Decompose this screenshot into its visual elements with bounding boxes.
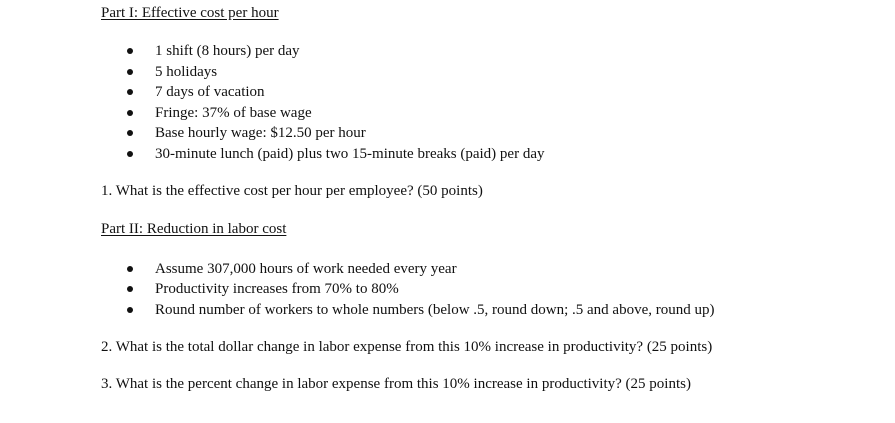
bullet-icon (127, 266, 133, 272)
question-1: 1. What is the effective cost per hour per employee? (50 points) (101, 183, 483, 199)
bullet-icon (127, 151, 133, 157)
part1-bullet-item: 1 shift (8 hours) per day (155, 43, 300, 59)
part1-heading: Part I: Effective cost per hour (101, 5, 279, 21)
part1-bullet-item: Fringe: 37% of base wage (155, 105, 312, 121)
part2-heading: Part II: Reduction in labor cost (101, 221, 287, 237)
bullet-icon (127, 130, 133, 136)
part1-bullet-item: 30-minute lunch (paid) plus two 15-minute breaks (paid) per day (155, 146, 545, 162)
part1-bullet-item: Base hourly wage: $12.50 per hour (155, 125, 366, 141)
part2-bullet-item: Round number of workers to whole numbers (below .5, round down; .5 and above, round up) (155, 302, 715, 318)
bullet-icon (127, 69, 133, 75)
bullet-icon (127, 307, 133, 313)
part1-bullet-item: 7 days of vacation (155, 84, 265, 100)
part2-bullet-item: Assume 307,000 hours of work needed every year (155, 261, 457, 277)
question-3: 3. What is the percent change in labor expense from this 10% increase in productivity? (25 points) (101, 376, 691, 392)
part1-bullet-item: 5 holidays (155, 64, 218, 80)
bullet-icon (127, 89, 133, 95)
part2-bullet-item: Productivity increases from 70% to 80% (155, 281, 399, 297)
bullet-icon (127, 286, 133, 292)
question-2: 2. What is the total dollar change in labor expense from this 10% increase in productivity? (25 points) (101, 339, 713, 355)
bullet-icon (127, 110, 133, 116)
bullet-icon (127, 48, 133, 54)
